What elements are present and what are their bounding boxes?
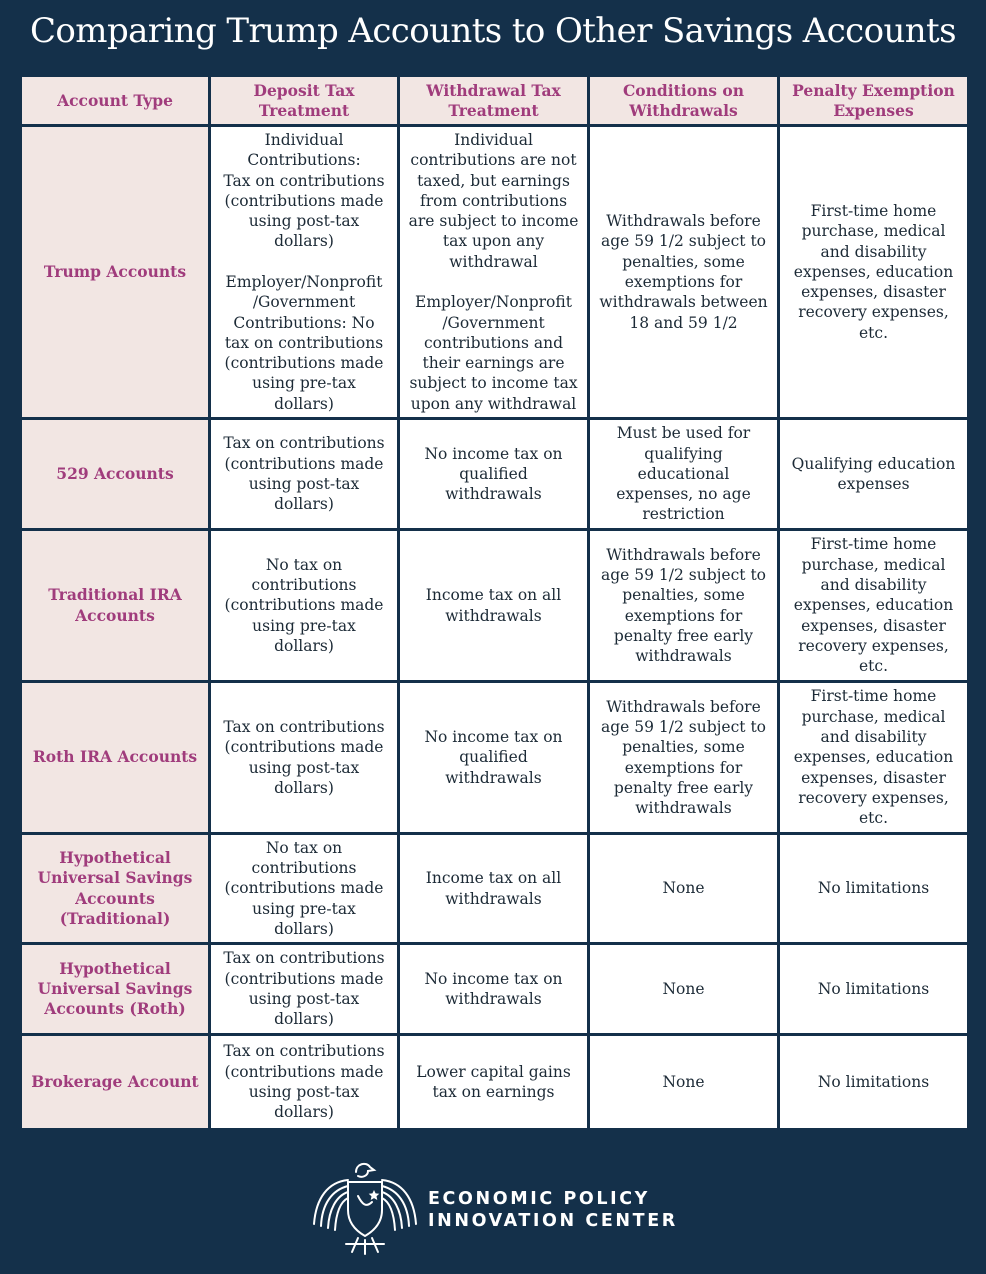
conditions-cell: Must be used for qualifying educational expenses, no age restriction (589, 419, 779, 530)
conditions-cell: None (589, 944, 779, 1035)
row-label: 529 Accounts (21, 419, 210, 530)
epic-logo (310, 1158, 690, 1258)
header-withdrawal-tax: Withdrawal Tax Treatment (399, 76, 589, 126)
row-label: Traditional IRA Accounts (21, 530, 210, 682)
deposit-cell: No tax on contributions (contributions made using pre-tax dollars) (210, 834, 399, 944)
row-label: Hypothetical Universal Savings Accounts (Traditional) (21, 834, 210, 944)
withdrawal-cell: Income tax on all withdrawals (399, 530, 589, 682)
deposit-cell: Tax on contributions (contributions made using post-tax dollars) (210, 682, 399, 834)
table-row (21, 126, 969, 419)
conditions-cell: Withdrawals before age 59 1/2 subject to penalties, some exemptions for penalty free early withdrawals (589, 530, 779, 682)
exemptions-cell: First-time home purchase, medical and disability expenses, education expenses, disaster recovery expenses, etc. (779, 126, 969, 419)
brand-line-2: INNOVATION CENTER (428, 1211, 678, 1231)
table-row (21, 530, 969, 682)
withdrawal-cell: No income tax on qualified withdrawals (399, 419, 589, 530)
withdrawal-cell: No income tax on withdrawals (399, 944, 589, 1035)
row-label: Hypothetical Universal Savings Accounts (Roth) (21, 944, 210, 1035)
brand-name (428, 1188, 678, 1232)
withdrawal-cell: No income tax on qualified withdrawals (399, 682, 589, 834)
table-row (21, 1035, 969, 1130)
withdrawal-cell: Individual contributions are not taxed, but earnings from contributions are subject to income tax upon any withdrawal Employer/Nonprofit /Government contributions and their earnings are subject to income tax upon any withdrawal (399, 126, 589, 419)
table-row (21, 419, 969, 530)
table-row (21, 834, 969, 944)
withdrawal-cell: Income tax on all withdrawals (399, 834, 589, 944)
deposit-cell: Individual Contributions: Tax on contributions (contributions made using post-tax dollars) Employer/Nonprofit /Government Contributions: No tax on contributions (contributions made using pre-tax dollars) (210, 126, 399, 419)
conditions-cell: None (589, 1035, 779, 1130)
withdrawal-cell: Lower capital gains tax on earnings (399, 1035, 589, 1130)
page-title: Comparing Trump Accounts to Other Savings Accounts (30, 11, 956, 51)
row-label: Trump Accounts (21, 126, 210, 419)
deposit-cell: No tax on contributions (contributions made using pre-tax dollars) (210, 530, 399, 682)
deposit-cell: Tax on contributions (contributions made using post-tax dollars) (210, 419, 399, 530)
comparison-table (19, 74, 970, 1131)
header-deposit-tax: Deposit Tax Treatment (210, 76, 399, 126)
deposit-cell: Tax on contributions (contributions made using post-tax dollars) (210, 944, 399, 1035)
table-row (21, 944, 969, 1035)
exemptions-cell: Qualifying education expenses (779, 419, 969, 530)
eagle-shield-icon (310, 1158, 420, 1258)
conditions-cell: Withdrawals before age 59 1/2 subject to penalties, some exemptions for withdrawals between 18 and 59 1/2 (589, 126, 779, 419)
conditions-cell: None (589, 834, 779, 944)
row-label: Roth IRA Accounts (21, 682, 210, 834)
table-header-row (21, 76, 969, 126)
exemptions-cell: First-time home purchase, medical and disability expenses, education expenses, disaster recovery expenses, etc. (779, 530, 969, 682)
exemptions-cell: No limitations (779, 834, 969, 944)
header-penalty-exemption: Penalty Exemption Expenses (779, 76, 969, 126)
conditions-cell: Withdrawals before age 59 1/2 subject to penalties, some exemptions for penalty free early withdrawals (589, 682, 779, 834)
deposit-cell: Tax on contributions (contributions made using post-tax dollars) (210, 1035, 399, 1130)
exemptions-cell: No limitations (779, 1035, 969, 1130)
table-row (21, 682, 969, 834)
header-conditions: Conditions on Withdrawals (589, 76, 779, 126)
row-label: Brokerage Account (21, 1035, 210, 1130)
brand-line-1: ECONOMIC POLICY (428, 1189, 650, 1209)
exemptions-cell: First-time home purchase, medical and disability expenses, education expenses, disaster recovery expenses, etc. (779, 682, 969, 834)
exemptions-cell: No limitations (779, 944, 969, 1035)
header-account-type: Account Type (21, 76, 210, 126)
